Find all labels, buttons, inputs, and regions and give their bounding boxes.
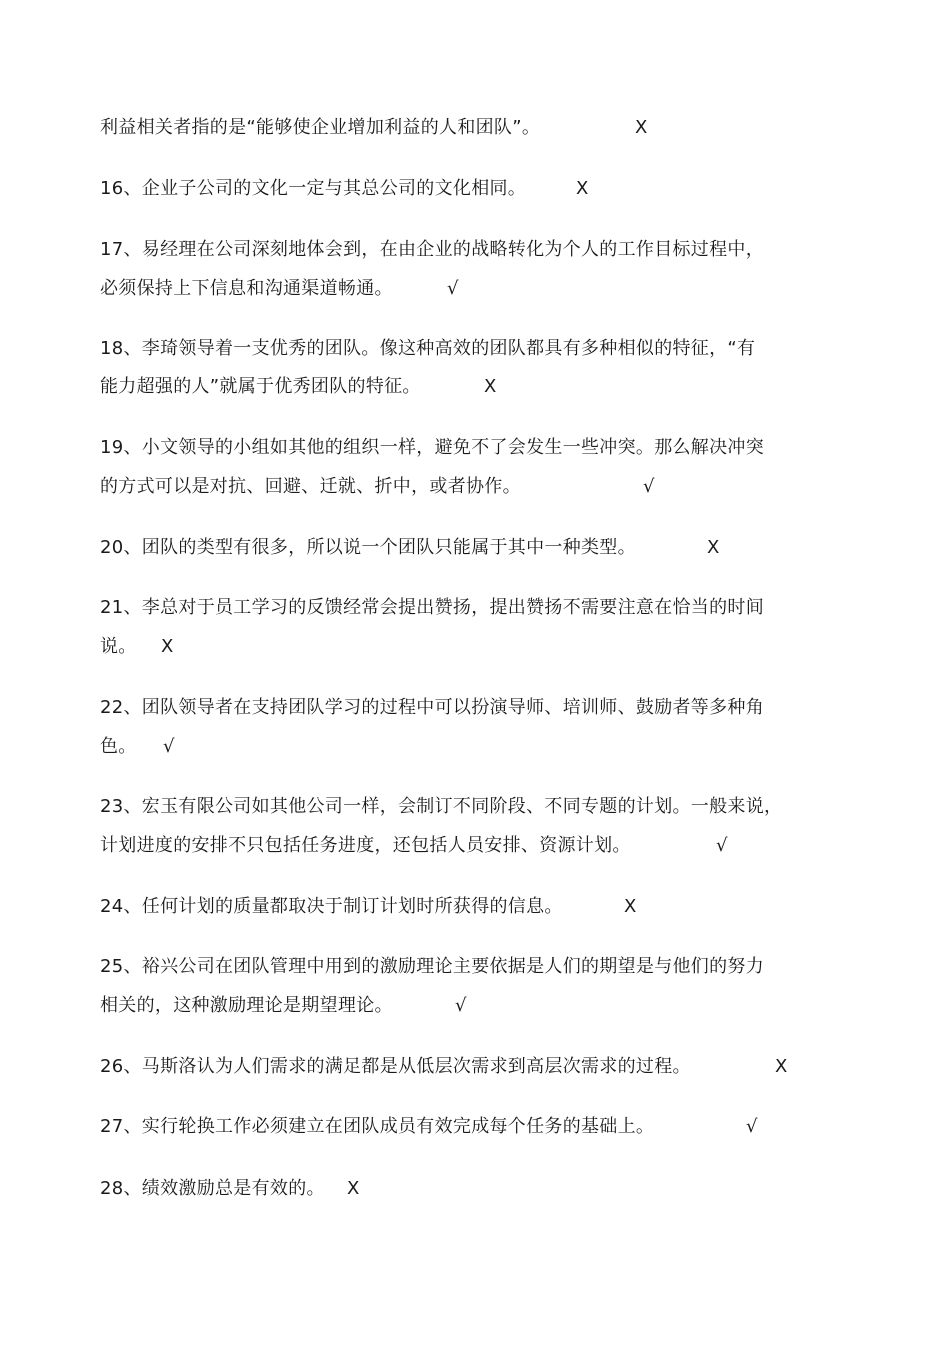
- answer-mark: X: [624, 896, 637, 917]
- answer-mark: X: [775, 1056, 788, 1077]
- question-text: 能力超强的人”就属于优秀团队的特征。: [100, 376, 421, 397]
- answer-mark: √: [163, 736, 175, 757]
- question-text: 24、任何计划的质量都取决于制订计划时所获得的信息。: [100, 896, 563, 917]
- question-text: 20、团队的类型有很多，所以说一个团队只能属于其中一种类型。: [100, 537, 636, 558]
- answer-mark: X: [576, 178, 589, 199]
- question-text: 25、裕兴公司在团队管理中用到的激励理论主要依据是人们的期望是与他们的努力: [100, 956, 765, 977]
- question-text: 22、团队领导者在支持团队学习的过程中可以扮演导师、培训师、鼓励者等多种角: [100, 697, 765, 718]
- question-text: 利益相关者指的是“能够使企业增加利益的人和团队”。: [100, 117, 541, 138]
- question-text: 18、李琦领导着一支优秀的团队。像这种高效的团队都具有多种相似的特征，“有: [100, 338, 756, 359]
- answer-mark: X: [484, 376, 497, 397]
- question-text: 19、小文领导的小组如其他的组织一样，避免不了会发生一些冲突。那么解决冲突: [100, 437, 765, 458]
- answer-mark: √: [455, 995, 467, 1016]
- question-text: 23、宏玉有限公司如其他公司一样，会制订不同阶段、不同专题的计划。一般来说，: [100, 796, 783, 817]
- answer-mark: X: [161, 636, 174, 657]
- question-text: 21、李总对于员工学习的反馈经常会提出赞扬，提出赞扬不需要注意在恰当的时间: [100, 597, 765, 618]
- answer-mark: √: [447, 278, 459, 299]
- question-text: 相关的，这种激励理论是期望理论。: [100, 995, 393, 1016]
- question-text: 28、绩效激励总是有效的。: [100, 1178, 325, 1199]
- answer-mark: X: [635, 117, 648, 138]
- question-text: 说。: [100, 636, 137, 657]
- answer-mark: X: [707, 537, 720, 558]
- answer-mark: √: [643, 476, 655, 497]
- question-text: 27、实行轮换工作必须建立在团队成员有效完成每个任务的基础上。: [100, 1116, 655, 1137]
- answer-mark: X: [347, 1178, 360, 1199]
- question-text: 色。: [100, 736, 137, 757]
- question-text: 16、企业子公司的文化一定与其总公司的文化相同。: [100, 178, 527, 199]
- answer-mark: √: [746, 1116, 758, 1137]
- question-text: 计划进度的安排不只包括任务进度，还包括人员安排、资源计划。: [100, 835, 631, 856]
- question-text: 17、易经理在公司深刻地体会到，在由企业的战略转化为个人的工作目标过程中，: [100, 239, 765, 260]
- question-text: 的方式可以是对抗、回避、迁就、折中，或者协作。: [100, 476, 521, 497]
- question-text: 26、马斯洛认为人们需求的满足都是从低层次需求到高层次需求的过程。: [100, 1056, 691, 1077]
- answer-mark: √: [716, 835, 728, 856]
- question-text: 必须保持上下信息和沟通渠道畅通。: [100, 278, 393, 299]
